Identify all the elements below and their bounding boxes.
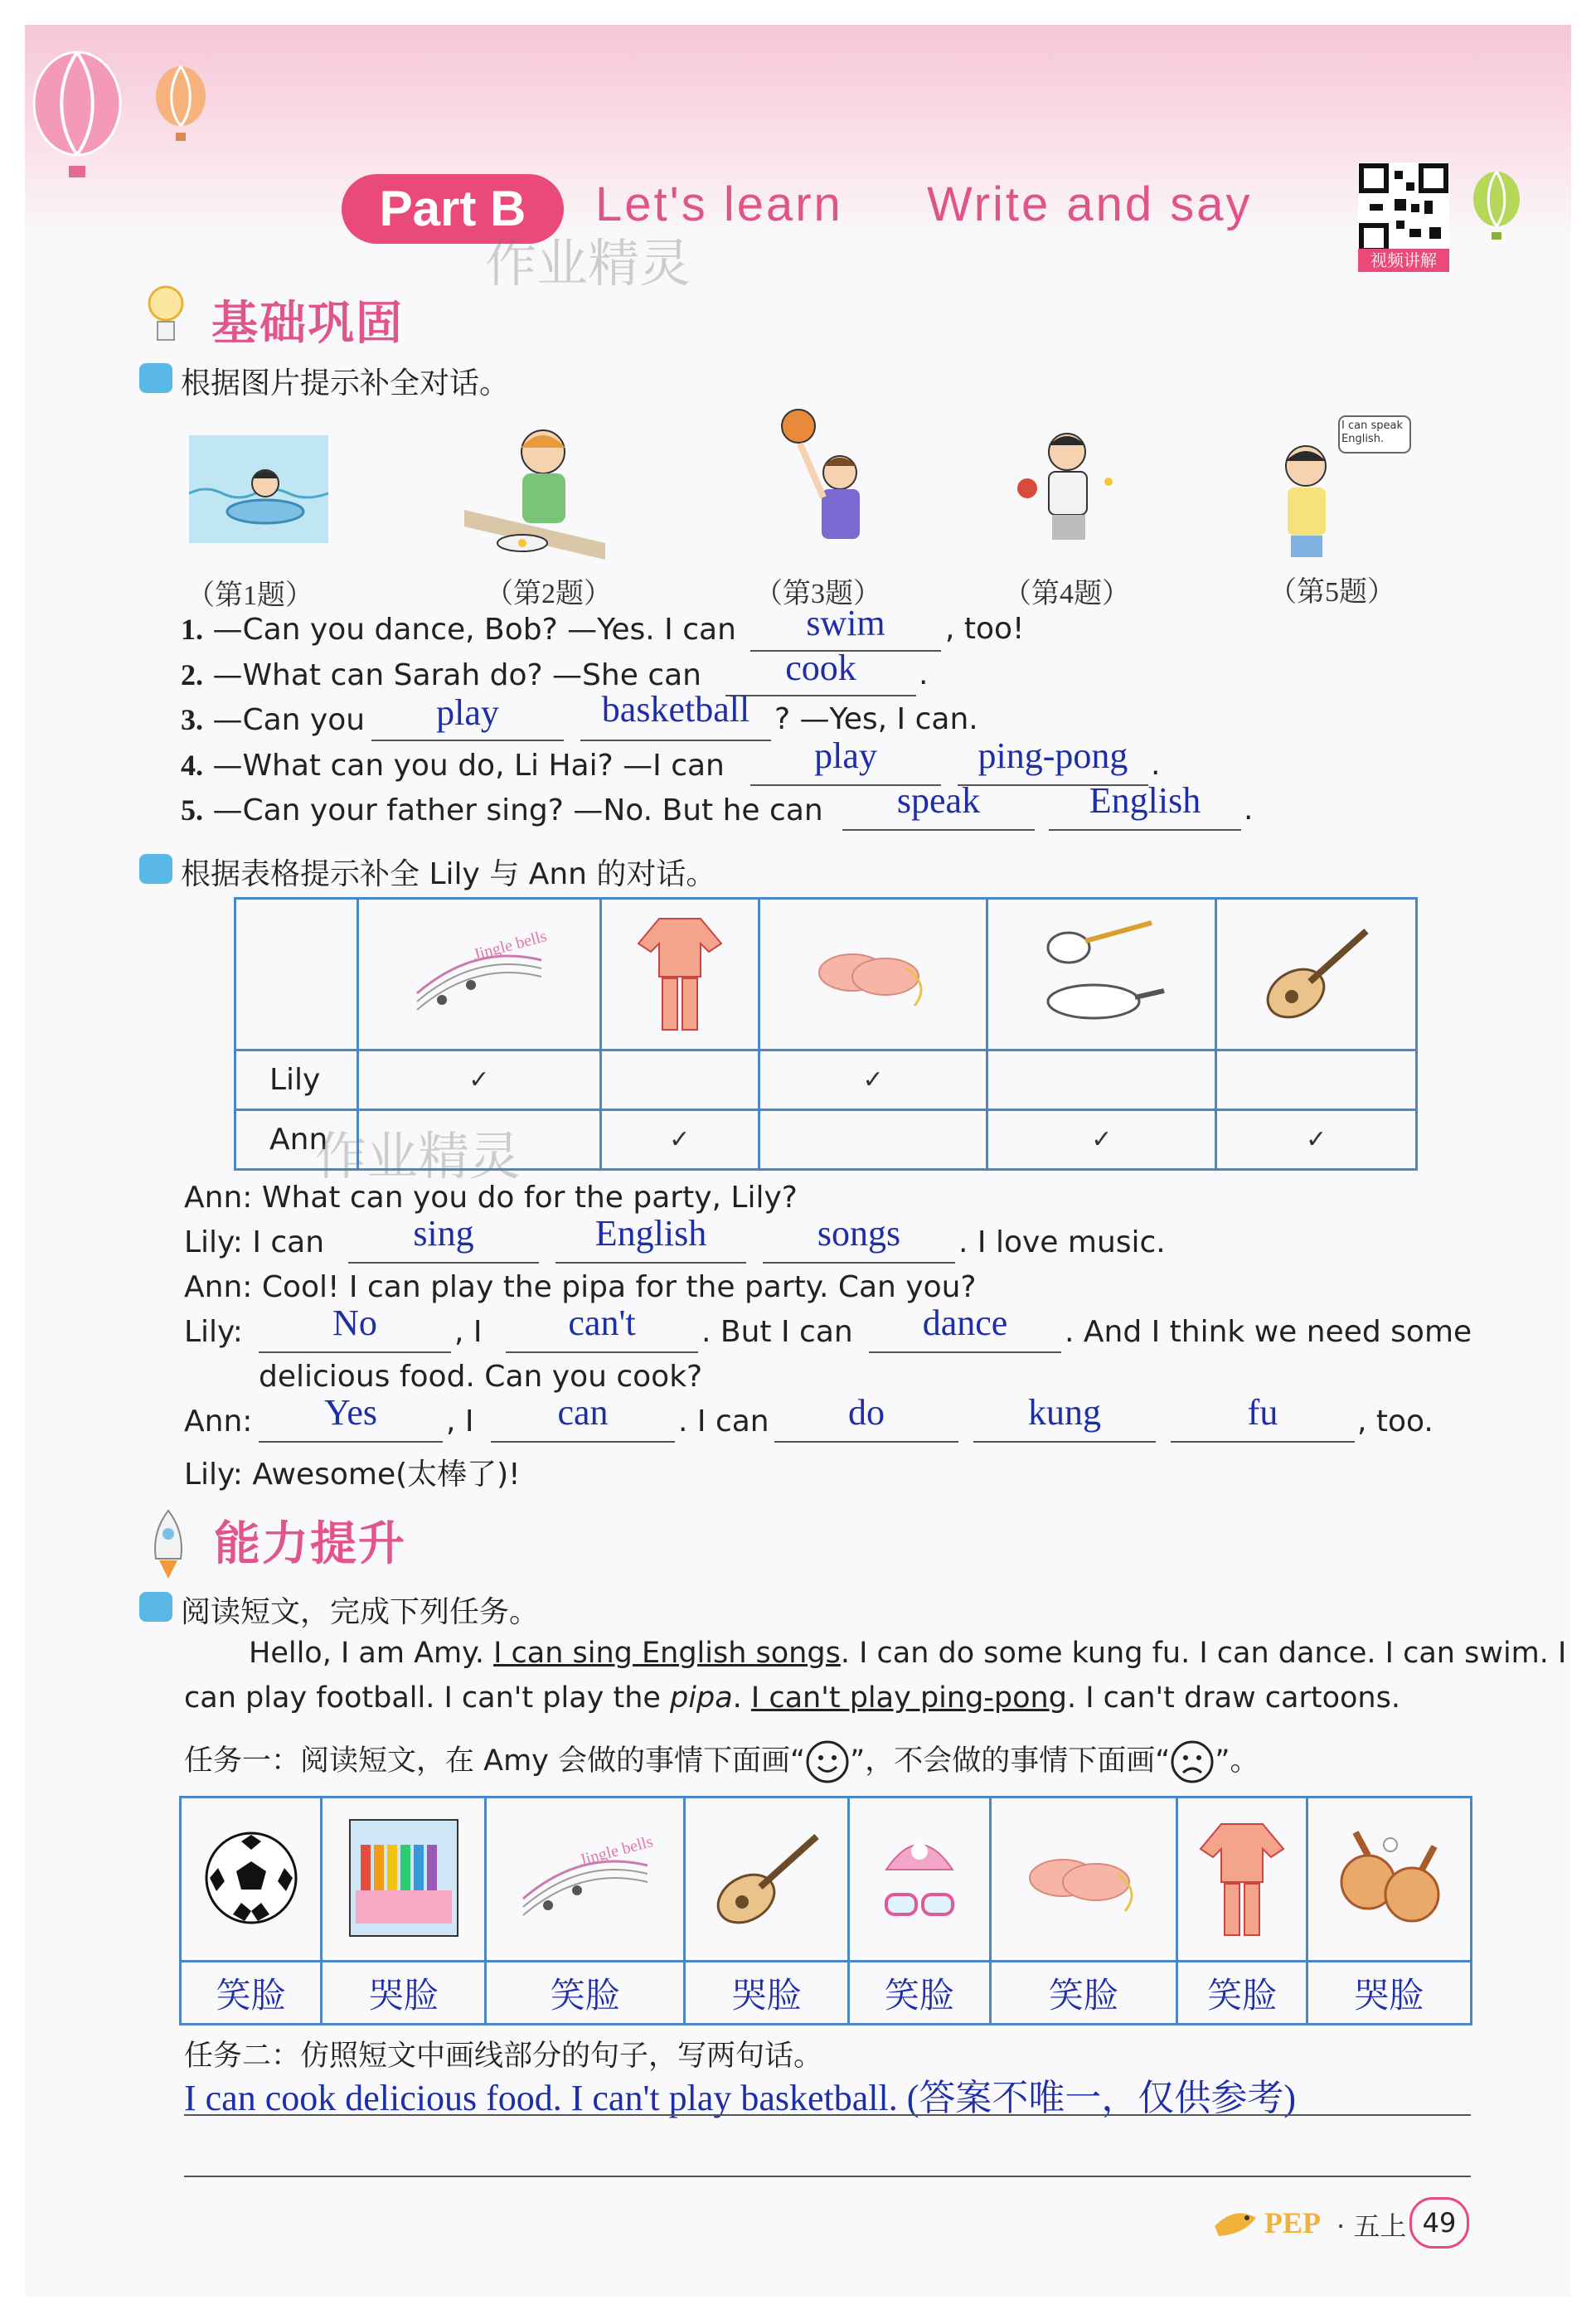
- answer-line: [869, 1351, 1061, 1353]
- dialogue-line-2-end: . I love music.: [958, 1225, 1166, 1259]
- girl-cooking-picture: [464, 419, 605, 560]
- dialogue-l6-b: . I can: [678, 1404, 769, 1438]
- cell-check: [987, 1050, 1216, 1109]
- answer-line: [259, 1441, 443, 1443]
- answer-l6-4: kung: [1028, 1392, 1101, 1433]
- pipa-icon: [709, 1824, 825, 1932]
- answer-l4-2: can't: [568, 1303, 636, 1343]
- section2-heading: 能力提升: [214, 1517, 406, 1571]
- item-dance-shoes: [990, 1797, 1177, 1962]
- pipa-icon: [1259, 919, 1375, 1026]
- task-two-prompt: 任务二：仿照短文中画线部分的句子，写两句话。: [184, 2040, 823, 2073]
- underlined-sentence: I can't play ping-pong: [750, 1681, 1067, 1715]
- question-5: 5. —Can your father sing? —No. But he can: [181, 793, 823, 827]
- caption-q4: （第4题）: [1003, 579, 1130, 609]
- caption-q3: （第3题）: [754, 579, 881, 609]
- q1-suffix: , too!: [945, 612, 1025, 646]
- football-icon: [201, 1828, 301, 1928]
- music-notes-icon: [409, 927, 550, 1018]
- answer-cell: 哭脸: [322, 1962, 486, 2025]
- cell-check: ✓: [1216, 1109, 1417, 1169]
- item-crayons: [322, 1797, 486, 1962]
- answer-line: [348, 1262, 539, 1264]
- dialogue-line-7: Lily: Awesome(太棒了)!: [184, 1458, 521, 1492]
- swim-cap-goggles-icon: [870, 1820, 969, 1936]
- answer-l6-5: fu: [1247, 1392, 1278, 1433]
- boy-swimming-picture: [189, 435, 328, 543]
- answer-q5-a: speak: [896, 780, 981, 821]
- dialogue-l4-b: . But I can: [701, 1315, 853, 1349]
- cell-check: [600, 1050, 759, 1109]
- page-number: 49: [1409, 2197, 1469, 2249]
- answer-l2-1: sing: [413, 1213, 474, 1254]
- answer-l6-3: do: [848, 1392, 885, 1433]
- col-jingle-bells: [358, 899, 601, 1050]
- item-ping-pong: [1307, 1797, 1471, 1962]
- cell-check: [1216, 1050, 1417, 1109]
- lets-learn-title: Let's learn: [595, 177, 843, 231]
- item-swim-gear: [849, 1797, 990, 1962]
- row-name-lily: Lily: [235, 1050, 358, 1109]
- dance-shoes-icon: [1017, 1832, 1150, 1924]
- table-corner: [235, 899, 358, 1050]
- qr-code-icon[interactable]: [1358, 163, 1449, 254]
- watermark: 作业精灵: [315, 1126, 521, 1186]
- dialogue-l6-c: , too.: [1357, 1404, 1433, 1438]
- dialogue-line-5: delicious food. Can you cook?: [259, 1360, 703, 1394]
- row-name-ann: Ann: [235, 1109, 358, 1169]
- question-4: 4. —What can you do, Li Hai? —I can: [181, 749, 725, 783]
- task1-marker: [139, 363, 172, 393]
- col-kungfu-clothes: [600, 899, 759, 1050]
- cell-check: ✓: [358, 1050, 601, 1109]
- answer-cell: 哭脸: [1307, 1962, 1471, 2025]
- task3-marker: [139, 1592, 172, 1622]
- task3-instruction: 阅读短文，完成下列任务。: [181, 1595, 540, 1629]
- answer-q4-b: ping-pong: [977, 735, 1128, 776]
- bird-icon: [1210, 2201, 1260, 2243]
- dialogue-l4-a: , I: [454, 1315, 483, 1349]
- col-dance-shoes: [759, 899, 987, 1050]
- answer-q3-b: basketball: [601, 689, 750, 730]
- kungfu-clothes-icon: [1196, 1816, 1288, 1940]
- q4-suffix: .: [1151, 748, 1161, 782]
- cell-check: [759, 1109, 987, 1169]
- dialogue-l6-a: , I: [446, 1404, 474, 1438]
- answer-q3-a: play: [436, 692, 499, 733]
- answer-l2-2: English: [594, 1213, 707, 1254]
- dialogue-line-2: Lily: I can: [184, 1225, 325, 1259]
- smiley-face-icon: [805, 1739, 850, 1784]
- underlined-sentence: I can sing English songs: [493, 1637, 841, 1670]
- dance-shoes-icon: [807, 927, 939, 1018]
- answer-l6-2: can: [557, 1392, 609, 1433]
- col-cooking: [987, 899, 1216, 1050]
- boy-basketball-picture: [775, 406, 875, 564]
- section1-heading: 基础巩固: [211, 297, 404, 351]
- kungfu-clothes-icon: [634, 910, 725, 1035]
- item-kungfu-clothes: [1177, 1797, 1307, 1962]
- caption-q5: （第5题）: [1269, 577, 1395, 608]
- green-balloon-icon: [1467, 170, 1526, 245]
- item-pipa: [685, 1797, 849, 1962]
- part-label: Part B: [342, 174, 564, 244]
- answer-line: [491, 1441, 675, 1443]
- answer-l4-3: dance: [922, 1303, 1008, 1343]
- answer-cell: 哭脸: [685, 1962, 849, 2025]
- answer-l2-3: songs: [817, 1213, 901, 1254]
- answer-line: [555, 1262, 746, 1264]
- hot-air-balloon-icon: [23, 50, 131, 182]
- answer-cell: 笑脸: [849, 1962, 990, 2025]
- answer-line: [506, 1351, 698, 1353]
- footer-grade: · 五上: [1336, 2210, 1407, 2242]
- boy-ping-pong-picture: [1016, 419, 1123, 564]
- write-and-say-title: Write and say: [927, 177, 1253, 231]
- dialogue-line-1: Ann: What can you do for the party, Lily?: [184, 1181, 798, 1215]
- answer-q2: cook: [785, 648, 856, 688]
- answer-cell: 笑脸: [1177, 1962, 1307, 2025]
- cooking-pan-icon: [1036, 915, 1168, 1031]
- svg-text:Jingle bells: Jingle bells: [471, 926, 549, 964]
- crayons-icon: [346, 1816, 462, 1940]
- col-pipa: [1216, 899, 1417, 1050]
- answer-q5-b: English: [1089, 780, 1201, 821]
- question-2: 2. —What can Sarah do? —She can: [181, 658, 701, 692]
- activity-answer-table: [179, 1796, 1472, 2025]
- answer-q4-a: play: [814, 735, 877, 776]
- answer-cell: 笑脸: [181, 1962, 322, 2025]
- watermark: 作业精灵: [485, 233, 691, 294]
- q5-suffix: .: [1244, 793, 1254, 827]
- sad-face-icon: [1170, 1739, 1215, 1784]
- dialogue-l4-c: . And I think we need some: [1065, 1315, 1472, 1349]
- q3-suffix: ? —Yes, I can.: [774, 702, 978, 736]
- task-two-answer: I can cook delicious food. I can't play basketball. (答案不唯一，仅供参考): [184, 2078, 1297, 2118]
- question-1: 1. —Can you dance, Bob? —Yes. I can: [181, 613, 736, 647]
- speech-bubble-text: I can speak English.: [1341, 420, 1403, 445]
- dialogue-line-6: Ann:: [184, 1404, 253, 1438]
- lightbulb-icon: [141, 280, 191, 347]
- answer-cell: 笑脸: [486, 1962, 685, 2025]
- item-jingle-bells: [486, 1797, 685, 1962]
- music-notes-icon: [515, 1832, 656, 1924]
- cell-check: ✓: [759, 1050, 987, 1109]
- dialogue-line-3: Ann: Cool! I can play the pipa for the party. Can you?: [184, 1270, 977, 1304]
- dialogue-line-4: Lily:: [184, 1315, 243, 1349]
- caption-q1: （第1题）: [187, 580, 313, 611]
- answer-line: [842, 829, 1035, 831]
- qr-video-label: 视频讲解: [1358, 249, 1449, 272]
- footer-series: PEP: [1264, 2206, 1321, 2239]
- ping-pong-icon: [1331, 1820, 1447, 1936]
- answer-line: [763, 1262, 955, 1264]
- cell-check: ✓: [600, 1109, 759, 1169]
- task-one-instruction: 任务一：阅读短文，在 Amy 会做的事情下面画“ ”，不会做的事情下面画“ ”。: [184, 1738, 1259, 1784]
- q2-suffix: .: [919, 657, 929, 691]
- small-balloon-icon: [148, 65, 214, 148]
- rocket-icon: [148, 1507, 189, 1582]
- answer-line: [371, 740, 564, 741]
- answer-line: [259, 1351, 451, 1353]
- answer-line: [184, 2176, 1471, 2177]
- task2-marker: [139, 854, 172, 884]
- answer-line: [774, 1441, 958, 1443]
- task1-instruction: 根据图片提示补全对话。: [181, 366, 510, 400]
- task2-instruction: 根据表格提示补全 Lily 与 Ann 的对话。: [181, 857, 716, 891]
- answer-line: [973, 1441, 1156, 1443]
- question-3: 3. —Can you: [181, 703, 366, 737]
- answer-q1: swim: [806, 603, 885, 643]
- svg-text:Jingle bells: Jingle bells: [577, 1831, 655, 1870]
- answer-line: [1171, 1441, 1355, 1443]
- answer-l6-1: Yes: [323, 1392, 378, 1433]
- answer-cell: 笑脸: [990, 1962, 1177, 2025]
- passage-line-2: can play football. I can't play the pipa. I can't play ping-pong. I can't draw cartoons.: [184, 1681, 1400, 1715]
- item-football: [181, 1797, 322, 1962]
- cell-check: ✓: [987, 1109, 1216, 1169]
- answer-l4-1: No: [332, 1303, 377, 1343]
- answer-line: [580, 740, 771, 741]
- caption-q2: （第2题）: [485, 579, 612, 609]
- answer-line: [1049, 829, 1241, 831]
- answer-line: [184, 2114, 1471, 2116]
- passage-line-1: Hello, I am Amy. I can sing English songs. I can do some kung fu. I can dance. I can swim. I: [249, 1637, 1567, 1670]
